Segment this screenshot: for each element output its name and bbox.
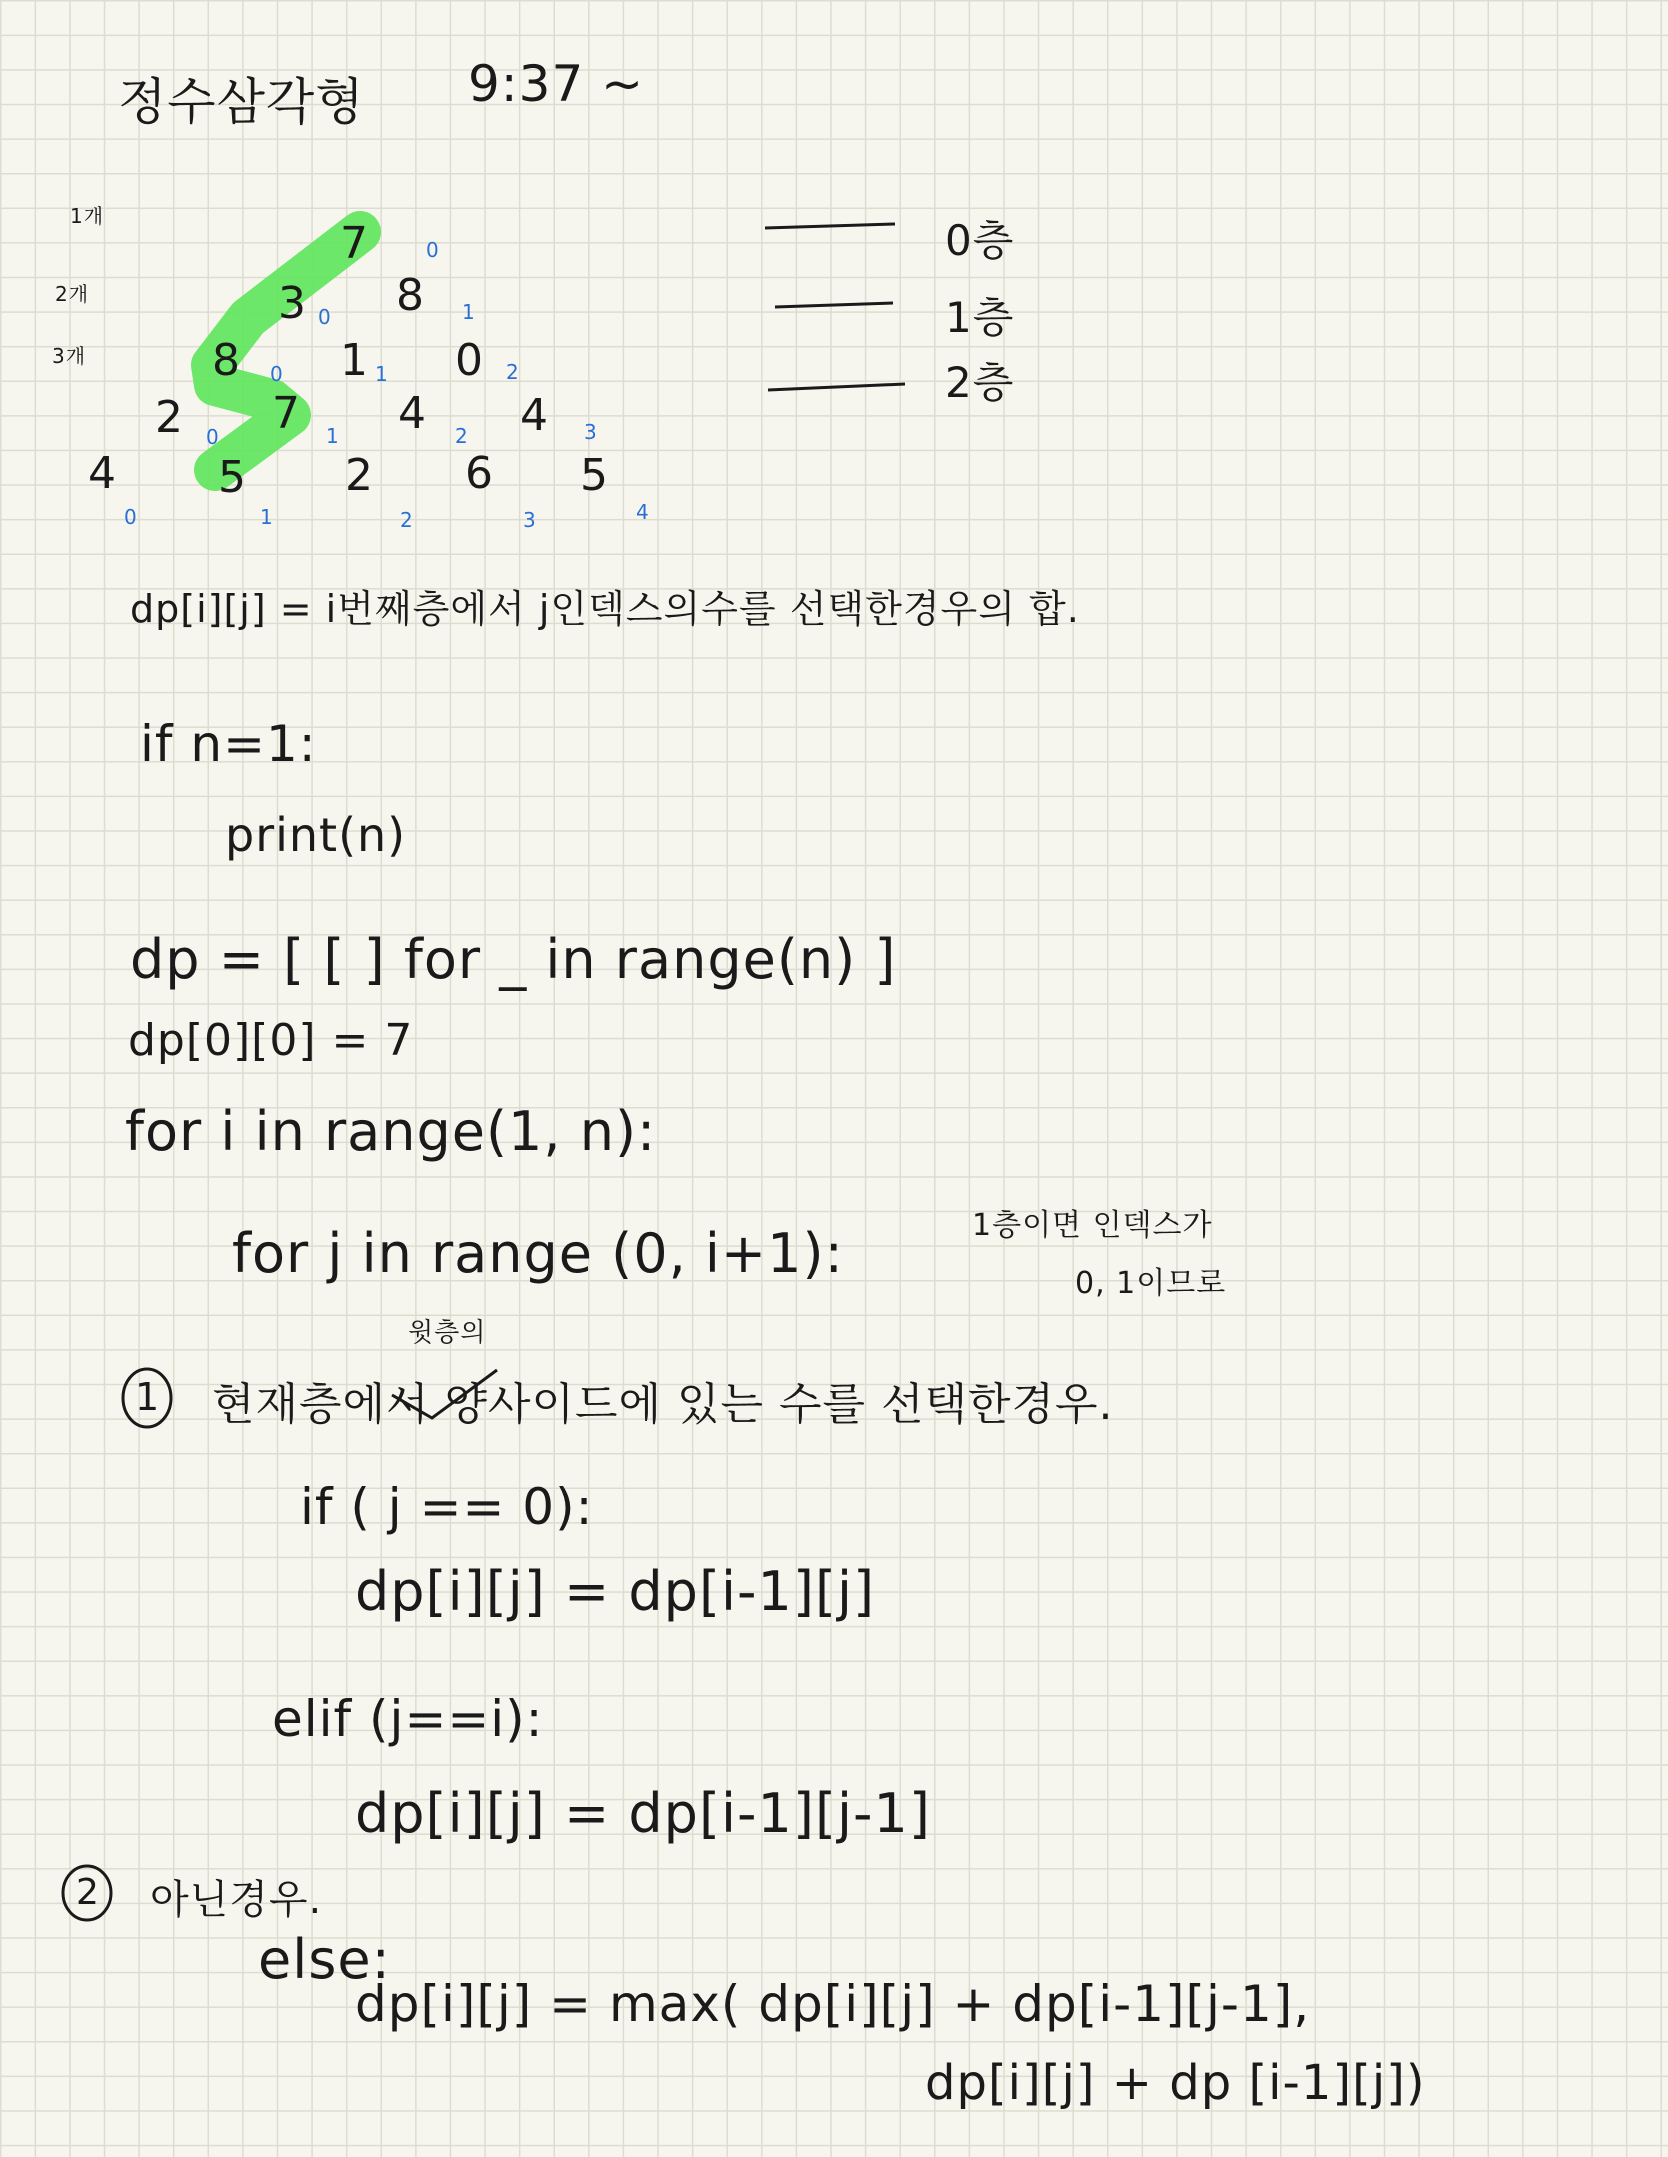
code-if-j0: if ( j == 0):: [300, 1478, 594, 1536]
code-print: print(n): [225, 808, 407, 862]
tri-num: 7: [272, 388, 301, 439]
tri-index: 0: [206, 425, 220, 449]
tri-num: 3: [278, 278, 307, 329]
tri-index: 2: [506, 360, 520, 384]
case-1-number: 1: [135, 1375, 161, 1419]
tri-index: 2: [455, 424, 469, 448]
code-dp-base: dp[0][0] = 7: [128, 1015, 414, 1066]
layer-label-2: 2층: [945, 358, 1015, 407]
layer-line-1: [775, 303, 893, 307]
row-label-3: 3개: [52, 344, 87, 368]
layer-line-2: [768, 384, 905, 390]
tri-index: 4: [636, 500, 650, 524]
code-for-j: for j in range (0, i+1):: [232, 1222, 844, 1285]
case-1-text: 현재층에서 양사이드에 있는 수를 선택한경우.: [212, 1379, 1114, 1430]
code-else: else:: [258, 1928, 391, 1991]
tri-index: 2: [400, 508, 414, 532]
note-line-1: 1층이면 인덱스가: [972, 1208, 1213, 1243]
tri-index: 0: [426, 238, 440, 262]
code-assign-3b: dp[i][j] + dp [i-1][j]): [925, 2055, 1426, 2111]
row-label-1: 1개: [70, 204, 105, 228]
tri-num: 4: [88, 448, 117, 499]
code-elif: elif (j==i):: [272, 1690, 544, 1748]
page-title: 정수삼각형: [118, 73, 365, 131]
tri-index: 0: [318, 305, 332, 329]
layer-label-1: 1층: [945, 293, 1015, 342]
tri-num: 8: [212, 335, 241, 386]
tri-index: 0: [124, 505, 138, 529]
tri-num: 6: [465, 448, 494, 499]
tri-num: 8: [396, 270, 425, 321]
caret-note: 윗층의: [408, 1318, 487, 1348]
case-2-number: 2: [76, 1872, 100, 1913]
code-for-i: for i in range(1, n):: [125, 1100, 657, 1163]
code-if: if n=1:: [140, 715, 317, 773]
tri-num: 0: [455, 335, 484, 386]
tri-index: 1: [375, 362, 389, 386]
tri-index: 1: [462, 300, 476, 324]
note-line-2: 0, 1이므로: [1075, 1266, 1227, 1301]
code-dp-init: dp = [ [ ] for _ in range(n) ]: [130, 928, 897, 991]
tri-index: 1: [260, 505, 274, 529]
code-assign-3a: dp[i][j] = max( dp[i][j] + dp[i-1][j-1],: [355, 1975, 1311, 2033]
tri-index: 3: [584, 420, 598, 444]
start-time: 9:37 ~: [468, 55, 645, 113]
tri-num: 7: [340, 218, 369, 269]
row-label-2: 2개: [55, 282, 90, 306]
tri-index: 3: [523, 508, 537, 532]
dp-definition: dp[i][j] = i번째층에서 j인덱스의수를 선택한경우의 합.: [130, 587, 1080, 631]
tri-num: 5: [218, 452, 247, 503]
tri-index: 0: [270, 362, 284, 386]
tri-num: 4: [398, 388, 427, 439]
code-assign-1: dp[i][j] = dp[i-1][j]: [355, 1560, 876, 1623]
case-2-text: 아닌경우.: [150, 1877, 323, 1923]
layer-line-0: [765, 224, 895, 228]
code-assign-2: dp[i][j] = dp[i-1][j-1]: [355, 1782, 931, 1845]
tri-index: 1: [326, 424, 340, 448]
tri-num: 5: [580, 450, 609, 501]
tri-num: 1: [340, 335, 369, 386]
tri-num: 2: [155, 392, 184, 443]
tri-num: 2: [345, 450, 374, 501]
tri-num: 4: [520, 390, 549, 441]
layer-label-0: 0층: [945, 216, 1015, 265]
